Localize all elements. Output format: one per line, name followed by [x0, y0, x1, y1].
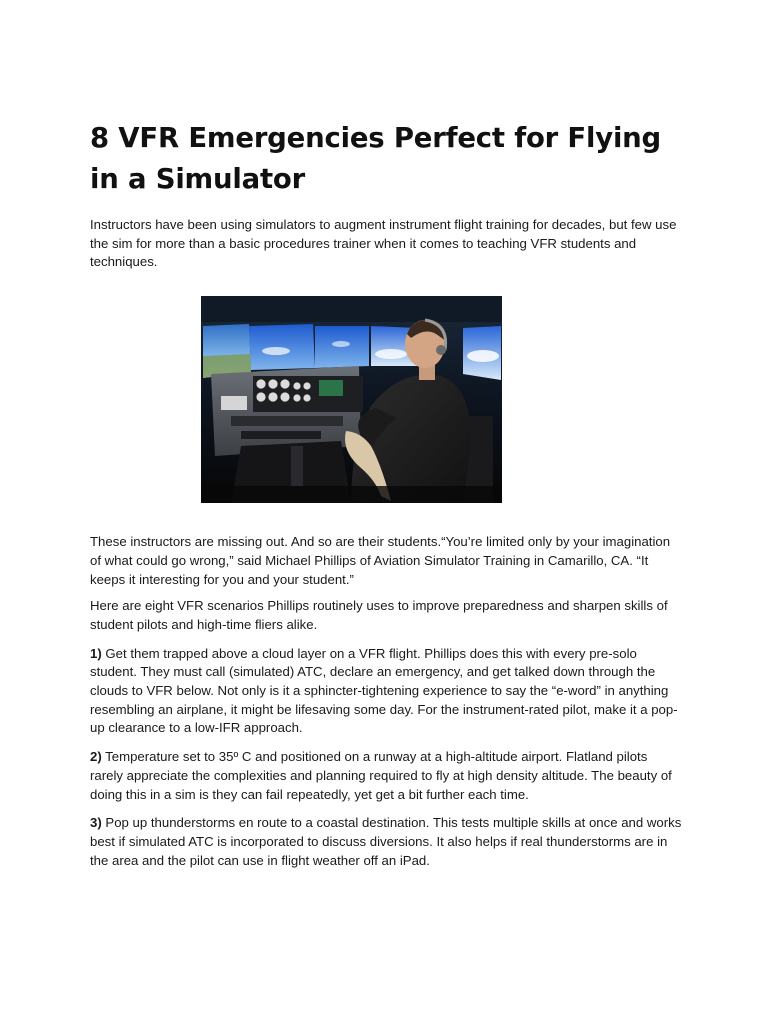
paragraph-1: These instructors are missing out. And so are their students.“You’re limited only by your imagination of what could go wrong,” said Michael Phillips of Aviation Simulator Training in Camarillo, CA. “It keeps it interesting for you and your student.” — [90, 534, 671, 587]
item-text: Get them trapped above a cloud layer on a VFR flight. Phillips does this with every pre-solo student. They must call (simulated) ATC, declare an emergency, and get talked down through the clouds to VFR below. Not only is it a sphincter-tightening experience to say the “e-word” in anything resembling an airplane, it might be lifesaving some day. For the instrument-rated pilot, make it a pop-up clearance to a low-IFR approach. — [90, 645, 678, 736]
article — [90, 118, 682, 878]
item-text: Pop up thunderstorms en route to a coastal destination. This tests multiple skills at once and works best if simulated ATC is incorporated to discuss diversions. It also helps if real thunderstorms are in the area and the pilot can use in flight weather off an iPad. — [90, 815, 682, 868]
item-number: 2) — [90, 749, 102, 765]
intro-paragraph: Instructors have been using simulators to augment instrument flight training for decades, but few use the sim for more than a basic procedures trainer when it comes to teaching VFR students and techniques. — [90, 217, 677, 270]
article-title: 8 VFR Emergencies Perfect for Flying in a Simulator — [90, 122, 662, 195]
item-number: 1) — [90, 645, 102, 661]
list-item — [90, 748, 682, 804]
item-text: Temperature set to 35º C and positioned on a runway at a high-altitude airport. Flatland pilots rarely appreciate the complexities and planning required to fly at high density altitude. The beauty of doing this in a sim is they can fail repeatedly, yet get a bit further each time. — [90, 749, 672, 802]
paragraph-2: Here are eight VFR scenarios Phillips routinely uses to improve preparedness and sharpen skills of student pilots and high-time fliers alike. — [90, 598, 668, 632]
simulator-photo — [201, 296, 502, 503]
list-item — [90, 645, 682, 739]
item-number: 3) — [90, 815, 102, 831]
list-item — [90, 814, 682, 870]
